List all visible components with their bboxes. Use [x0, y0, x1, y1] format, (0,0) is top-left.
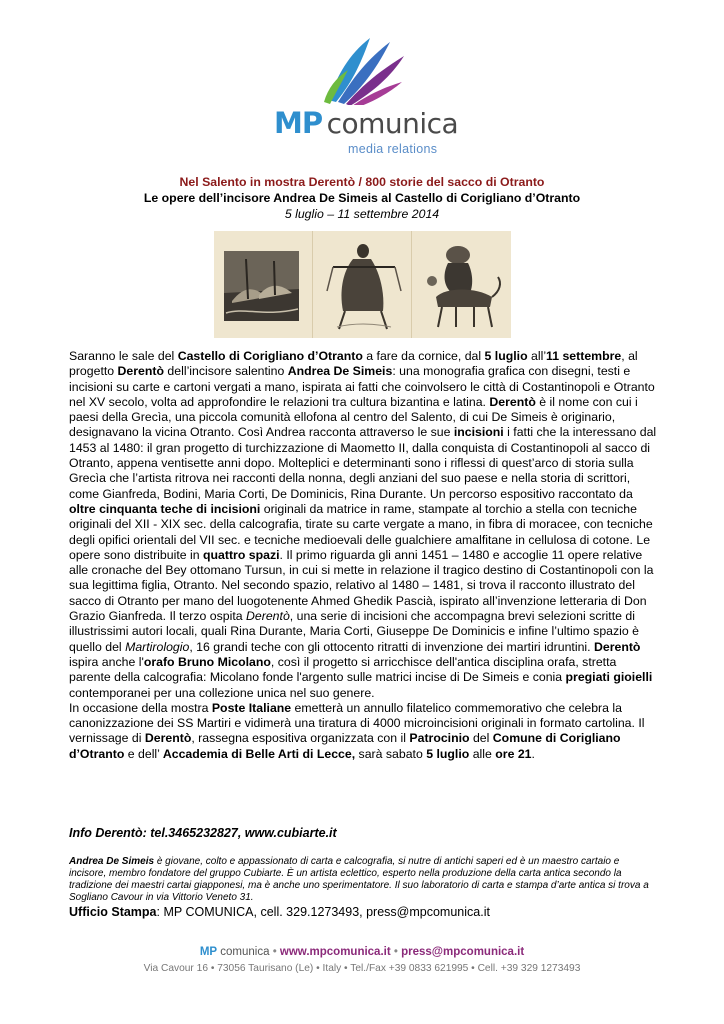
text-segment: . Il primo riguarda gli anni 1451 – 1480 e accoglie 11 opere relative alle cronache del Bey ottomano Tursun, in cui si mette in relazione il tragico destino di Costantinopoli con la sua legittima figlia, Otranto. Nel secondo spazio, relativo al 1480 – 1481, si trova il racconto illustrato del sacco di Otranto per mano del luogotenente Ahmed Ghedik Pascià, ispirato all’invenzione letteraria di Don Grazio Gianfreda. Il terzo ospita: [69, 547, 654, 624]
footer-separator: •: [393, 946, 398, 958]
text-segment: del: [469, 731, 493, 746]
article-body: [69, 349, 661, 762]
headline: Nel Salento in mostra Derentò / 800 storie del sacco di Otranto: [179, 175, 545, 189]
text-segment: .: [531, 746, 535, 761]
text-segment: Andrea De Simeis: [287, 364, 393, 379]
text-segment: Martirologio: [125, 639, 190, 654]
text-segment: orafo Bruno Micolano: [143, 654, 271, 669]
info-line: Info Derentò: tel.3465232827, www.cubiarte.it: [69, 826, 337, 840]
press-office: [69, 905, 490, 919]
text-segment: incisioni: [453, 425, 504, 440]
text-segment: i fatti che la interessano dal 1453 al 1480: il gran progetto di turchizzazione di Maometto II, dalla conquista di Costantinopoli al sacco di Otranto, appena ventisette anni dopo. Molteplici e determinanti sono i riflessi di quest’arco di storia sulla Grecìa che l’artista ritrova nei racconti della nonna, degli anziani del suo paese e nella storia di scrittori, come Gianfreda, Bodini, Maria Corti, De Dominicis, Rina Durante. Un percorso espositivo raccontato da: [69, 425, 657, 501]
text-segment: ispira anche l': [69, 654, 144, 669]
press-office-label: Ufficio Stampa: [69, 905, 157, 919]
footer-address: Via Cavour 16 • 73056 Taurisano (Le) • Italy • Tel./Fax +39 0833 621995 • Cell. +39 329 1273493: [143, 963, 581, 974]
text-segment: pregiati gioielli: [565, 670, 653, 685]
text-segment: , così il progetto si arricchisce dell'antica disciplina orafa, stretta parente della calcografia: Micolano fonde l'argento sulle matrici incise di De Simeis e conia: [69, 654, 617, 685]
bio-name: Andrea De Simeis: [69, 856, 155, 867]
text-segment: ore 21: [495, 746, 532, 761]
text-segment: a fare da cornice, dal: [362, 349, 485, 363]
text-segment: Castello di Corigliano d’Otranto: [177, 349, 363, 363]
text-segment: , al progetto: [69, 349, 638, 379]
text-segment: quattro spazi: [202, 547, 280, 562]
engraving-image-figure: [313, 231, 412, 338]
subheadline: Le opere dell’incisore Andrea De Simeis al Castello di Corigliano d’Otranto: [143, 191, 581, 205]
bio-text: è giovane, colto e appassionato di carta e calcografia, si nutre di antichi saperi ed è un maestro cartaio e incisore, membro fondatore del gruppo Cubiarte. È un artista eclettico, esperto nella produzione della carta antica secondo la tradizione dei maestri cartai giapponesi, ma è anche uno sperimentatore. Il suo laboratorio di carta e stampa d’arte antica si trova a Sogliano Cavour in via Vittorio Veneto 31.: [69, 856, 649, 904]
text-segment: Comune di Corigliano d’Otranto: [69, 731, 621, 761]
text-segment: all’: [527, 349, 547, 363]
artist-bio: [69, 856, 649, 904]
text-segment: Derentò: [144, 731, 192, 746]
engraving-image-boats: [214, 231, 313, 338]
text-segment: originali da matrice in rame, stampate al torchio a stella con tecniche originali del XII - XIX sec. della calcografia, tirate su carte vergate a mano, in fibra di moracee, con tecniche degli opifici orientali del VII sec. e tecniche medioevali delle gualchiere amalfitane in cellulosa di cotone. Le opere sono distribuite in: [69, 501, 653, 562]
text-segment: sarà sabato: [355, 746, 427, 761]
text-segment: : una monografia grafica con disegni, testi e incisioni su carte e cartoni vergati a mano, ispirata ai fatti che coinvolsero le città di Costantinopoli e Otranto nel XV secolo, volta ad approfondire le relazioni tra cultura bizantina e latina.: [69, 364, 655, 409]
logo-subtitle: media relations: [348, 142, 438, 156]
text-segment: alle: [469, 746, 496, 761]
logo-comunica: comunica: [326, 107, 459, 140]
text-segment: 11 settembre: [546, 349, 622, 363]
footer-separator: •: [272, 946, 277, 958]
engraving-image-rider: [412, 231, 511, 338]
text-segment: Derentò: [246, 609, 290, 624]
text-segment: Derentò: [117, 364, 165, 379]
event-dates: 5 luglio – 11 settembre 2014: [284, 207, 440, 221]
text-segment: 5 luglio: [484, 349, 528, 363]
footer-mp: MP: [199, 946, 218, 958]
paragraph-1: [69, 349, 661, 701]
text-segment: , 16 grandi teche con gli ottocento ritratti di invenzione dei martiri idruntini.: [189, 639, 594, 654]
text-segment: Saranno le sale del: [69, 349, 178, 363]
text-segment: Derentò: [593, 639, 641, 654]
logo-wordmark: [274, 106, 458, 140]
text-segment: Derentò: [489, 394, 536, 409]
press-office-text: : MP COMUNICA, cell. 329.1273493, press@mpcomunica.it: [156, 905, 490, 919]
text-segment: , una serie di incisioni che accompagna brevi selezioni scritte di illustrissimi autori locali, quali Rina Durante, Maria Corti, Giuseppe De Dominicis e infine l’ultimo spazio è quello del: [69, 609, 639, 654]
text-segment: dell’incisore salentino: [164, 364, 288, 379]
text-segment: Accademia di Belle Arti di Lecce,: [162, 746, 356, 761]
logo-mp: MP: [274, 106, 323, 140]
text-segment: Patrocinio: [409, 731, 470, 746]
text-segment: è il nome con cui i paesi della Grecìa, una piccola comunità ellofona al centro del Salento, di cui De Simeis è originario, designavano la vicina Otranto. Così Andrea racconta attraverso le sue: [69, 394, 638, 440]
footer-website-link[interactable]: www.mpcomunica.it: [279, 946, 391, 958]
footer-email-link[interactable]: press@mpcomunica.it: [401, 946, 525, 958]
text-segment: In occasione della mostra: [69, 700, 212, 715]
feather-wing-icon: [318, 30, 408, 105]
text-segment: 5 luglio: [426, 746, 470, 761]
engravings-strip: [214, 231, 511, 338]
footer-contacts: [0, 946, 724, 958]
text-segment: emetterà un annullo filatelico commemorativo che celebra la canonizzazione dei SS Martiri e vidimerà una tiratura di 4000 microincisioni originali in formato cartolina. Il vernissage di: [69, 700, 645, 746]
text-segment: oltre cinquanta teche di incisioni: [69, 501, 261, 516]
mp-comunica-logo: [270, 30, 460, 160]
text-segment: contemporanei per una collezione unica nel suo genere.: [69, 685, 375, 700]
text-segment: , rassegna espositiva organizzata con il: [191, 731, 410, 746]
footer-comunica: comunica: [220, 946, 270, 958]
paragraph-2: [69, 701, 661, 762]
text-segment: e dell’: [124, 746, 163, 761]
text-segment: Poste Italiane: [211, 700, 292, 715]
